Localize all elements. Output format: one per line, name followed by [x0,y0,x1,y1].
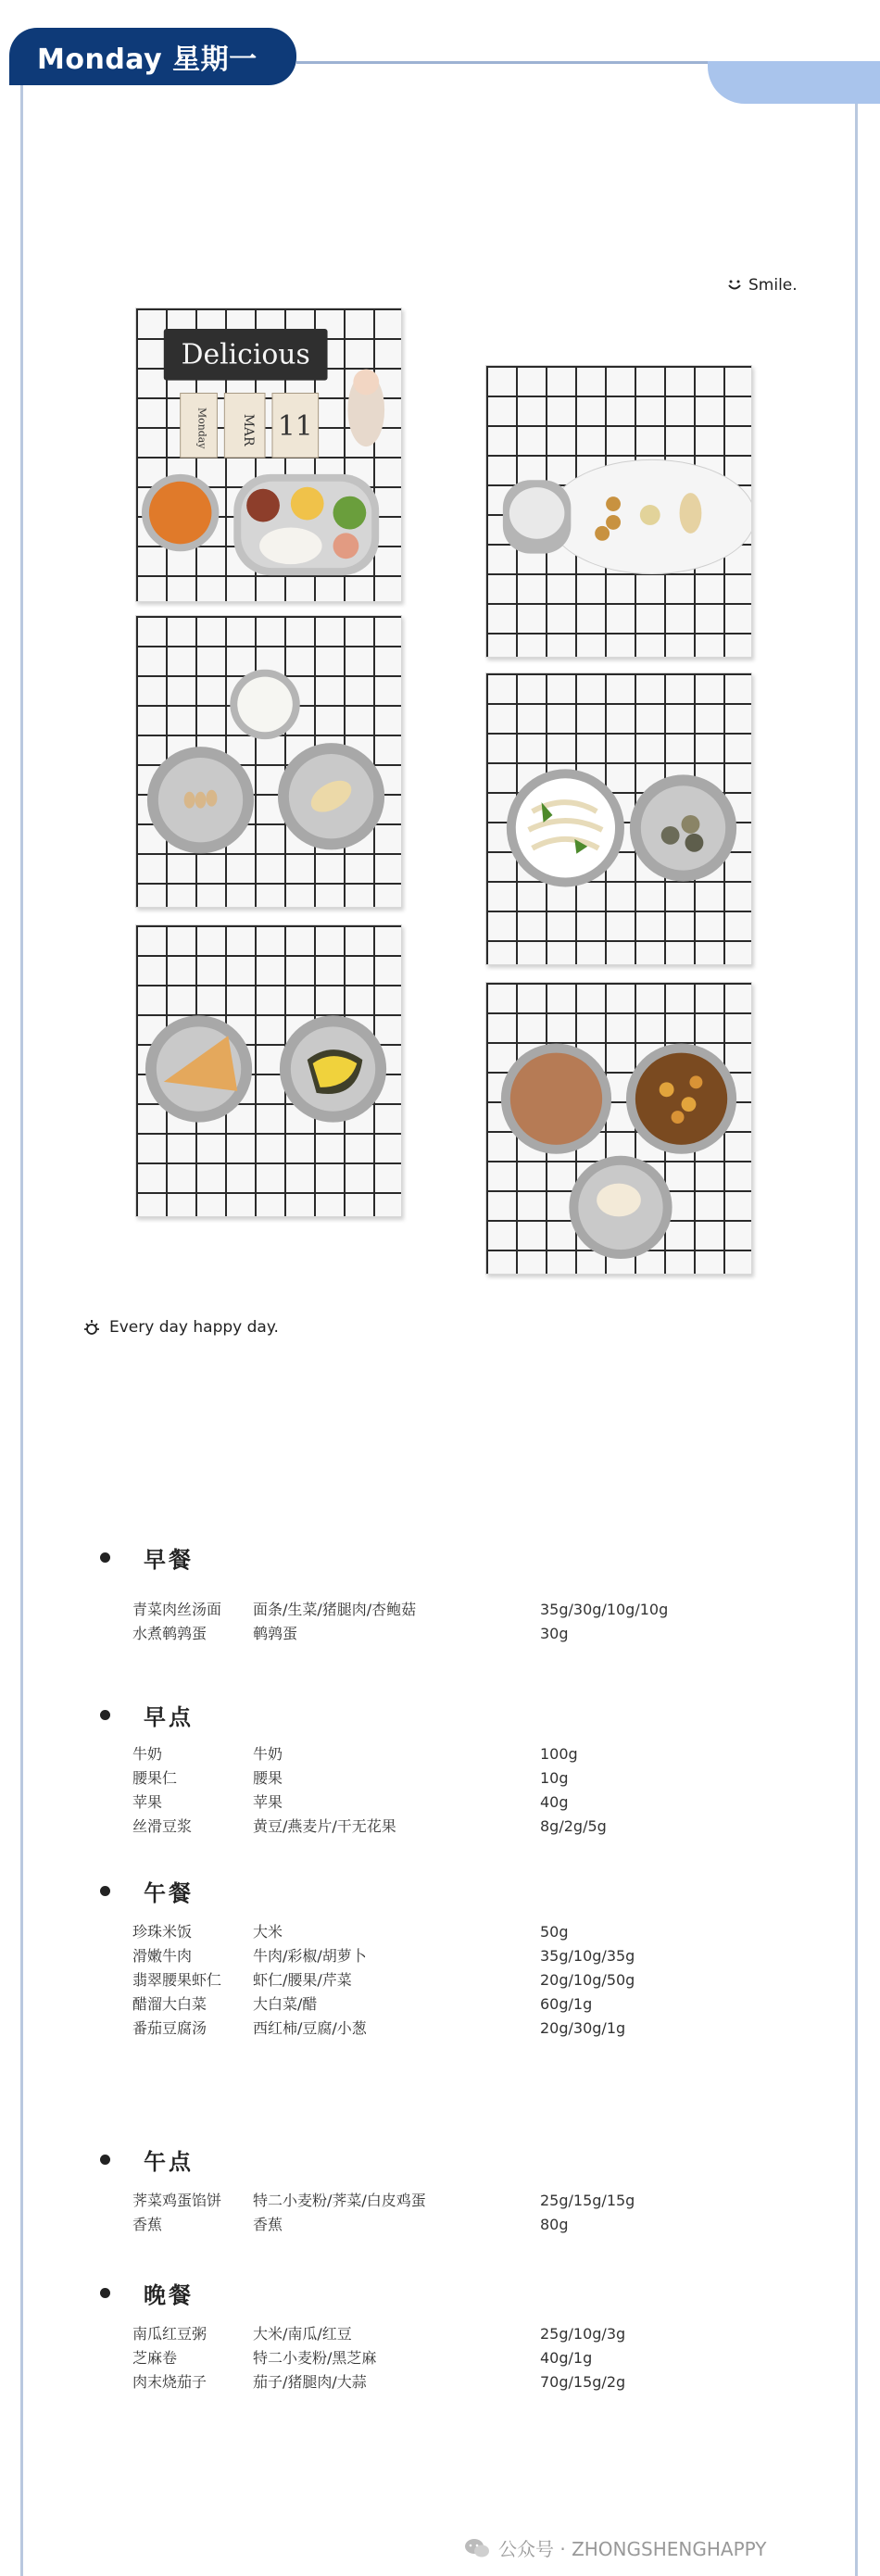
dish-name: 水煮鹌鹑蛋 [132,1625,207,1642]
smile-text: Smile. [748,276,798,295]
dish-name: 肉末烧茄子 [132,2373,207,2391]
dish-amount: 40g [540,1793,569,1811]
menu-row [132,1743,781,1766]
menu-row [132,2017,781,2040]
dish-ingredients: 黄豆/燕麦片/干无花果 [253,1817,396,1835]
menu-row [132,1816,781,1838]
dish-name: 芝麻卷 [132,2349,178,2367]
dish-amount: 80g [540,2216,569,2233]
dish-amount: 10g [540,1769,569,1787]
dish-ingredients: 牛肉/彩椒/胡萝卜 [253,1947,367,1965]
dish-name: 荠菜鸡蛋馅饼 [132,2192,222,2209]
dish-name: 翡翠腰果虾仁 [132,1971,222,1989]
menu-row [132,2371,781,2394]
dish-name: 丝滑豆浆 [132,1817,193,1835]
menu-row [132,1623,781,1645]
dish-ingredients: 大米 [253,1923,283,1941]
dish-ingredients: 鹌鹑蛋 [253,1625,298,1642]
svg-text:11: 11 [277,410,313,444]
dish-name: 珍珠米饭 [132,1923,193,1941]
dish-ingredients: 虾仁/腰果/芹菜 [253,1971,352,1989]
meal-title: 晚餐 [138,2277,199,2309]
frame-right-line [855,102,858,2576]
meal-heading-afternoon-snack [100,2143,199,2176]
photo-breakfast-set [135,308,402,602]
meal-title: 午餐 [138,1875,199,1907]
dish-amount: 35g/30g/10g/10g [540,1601,669,1618]
footer-text: 公众号 · ZHONGSHENGHAPPY [498,2538,767,2560]
bullet-icon [100,1886,110,1896]
dish-name: 香蕉 [132,2216,163,2233]
bullet-icon [100,1710,110,1720]
dish-ingredients: 面条/生菜/猪腿肉/杏鲍菇 [253,1601,417,1618]
meal-heading-breakfast [100,1541,199,1574]
bullet-icon [100,2288,110,2298]
meal-heading-lunch [100,1875,199,1907]
dish-ingredients: 西红柿/豆腐/小葱 [253,2019,367,2037]
photo-dinner [485,982,752,1275]
meal-title: 早餐 [138,1541,199,1574]
dish-amount: 20g/10g/50g [540,1971,635,1989]
menu-row [132,2190,781,2212]
title-badge [9,28,296,85]
menu-row [132,2214,781,2236]
footer-watermark [463,2534,766,2561]
dish-amount: 25g/10g/3g [540,2325,626,2343]
smile-icon [726,279,743,292]
svg-text:MAR: MAR [241,413,257,446]
dish-amount: 50g [540,1923,569,1941]
dish-ingredients: 苹果 [253,1793,283,1811]
photo-soy-milk [485,365,752,658]
bullet-icon [100,1552,110,1563]
dish-name: 腰果仁 [132,1769,178,1787]
menu-row [132,1599,781,1621]
dish-amount: 35g/10g/35g [540,1947,635,1965]
delicious-sign: Delicious [181,338,310,371]
menu-row [132,1791,781,1814]
dish-name: 苹果 [132,1793,163,1811]
dish-name: 南瓜红豆粥 [132,2325,207,2343]
menu-row [132,1993,781,2016]
dish-ingredients: 特二小麦粉/黑芝麻 [253,2349,377,2367]
corner-decoration [708,61,880,104]
menu-row [132,1945,781,1967]
dish-ingredients: 大白菜/醋 [253,1995,318,2013]
photo-morning-snack [135,615,402,908]
meal-title: 午点 [138,2143,199,2176]
meal-heading-dinner [100,2277,199,2309]
frame-left-line [20,56,23,2576]
dish-amount: 100g [540,1745,578,1763]
dish-name: 滑嫩牛肉 [132,1947,193,1965]
sun-icon [82,1317,102,1338]
dish-amount: 25g/15g/15g [540,2192,635,2209]
dish-amount: 40g/1g [540,2349,593,2367]
dish-name: 番茄豆腐汤 [132,2019,207,2037]
dish-amount: 8g/2g/5g [540,1817,607,1835]
meal-heading-morning-snack [100,1699,199,1731]
dish-amount: 60g/1g [540,1995,593,2013]
meal-title: 早点 [138,1699,199,1731]
dish-ingredients: 大米/南瓜/红豆 [253,2325,352,2343]
dish-ingredients: 腰果 [253,1769,283,1787]
menu-row [132,1767,781,1790]
happy-caption [82,1317,279,1338]
menu-row [132,2347,781,2369]
page-title: Monday 星期一 [37,44,258,76]
smile-caption [726,276,798,295]
dish-amount: 30g [540,1625,569,1642]
dish-ingredients: 茄子/猪腿肉/大蒜 [253,2373,367,2391]
svg-text:Monday: Monday [195,407,208,449]
dish-amount: 20g/30g/1g [540,2019,626,2037]
dish-name: 牛奶 [132,1745,163,1763]
menu-row [132,1921,781,1943]
happy-text: Every day happy day. [109,1318,279,1337]
dish-ingredients: 牛奶 [253,1745,283,1763]
dish-ingredients: 香蕉 [253,2216,283,2233]
bullet-icon [100,2155,110,2165]
dish-name: 醋溜大白菜 [132,1995,207,2013]
photo-afternoon-snack [135,924,402,1217]
wechat-icon [463,2537,491,2559]
menu-row [132,2323,781,2345]
menu-row [132,1969,781,1992]
dish-name: 青菜肉丝汤面 [132,1601,222,1618]
dish-ingredients: 特二小麦粉/荠菜/白皮鸡蛋 [253,2192,426,2209]
photo-breakfast-noodles [485,672,752,965]
dish-amount: 70g/15g/2g [540,2373,626,2391]
